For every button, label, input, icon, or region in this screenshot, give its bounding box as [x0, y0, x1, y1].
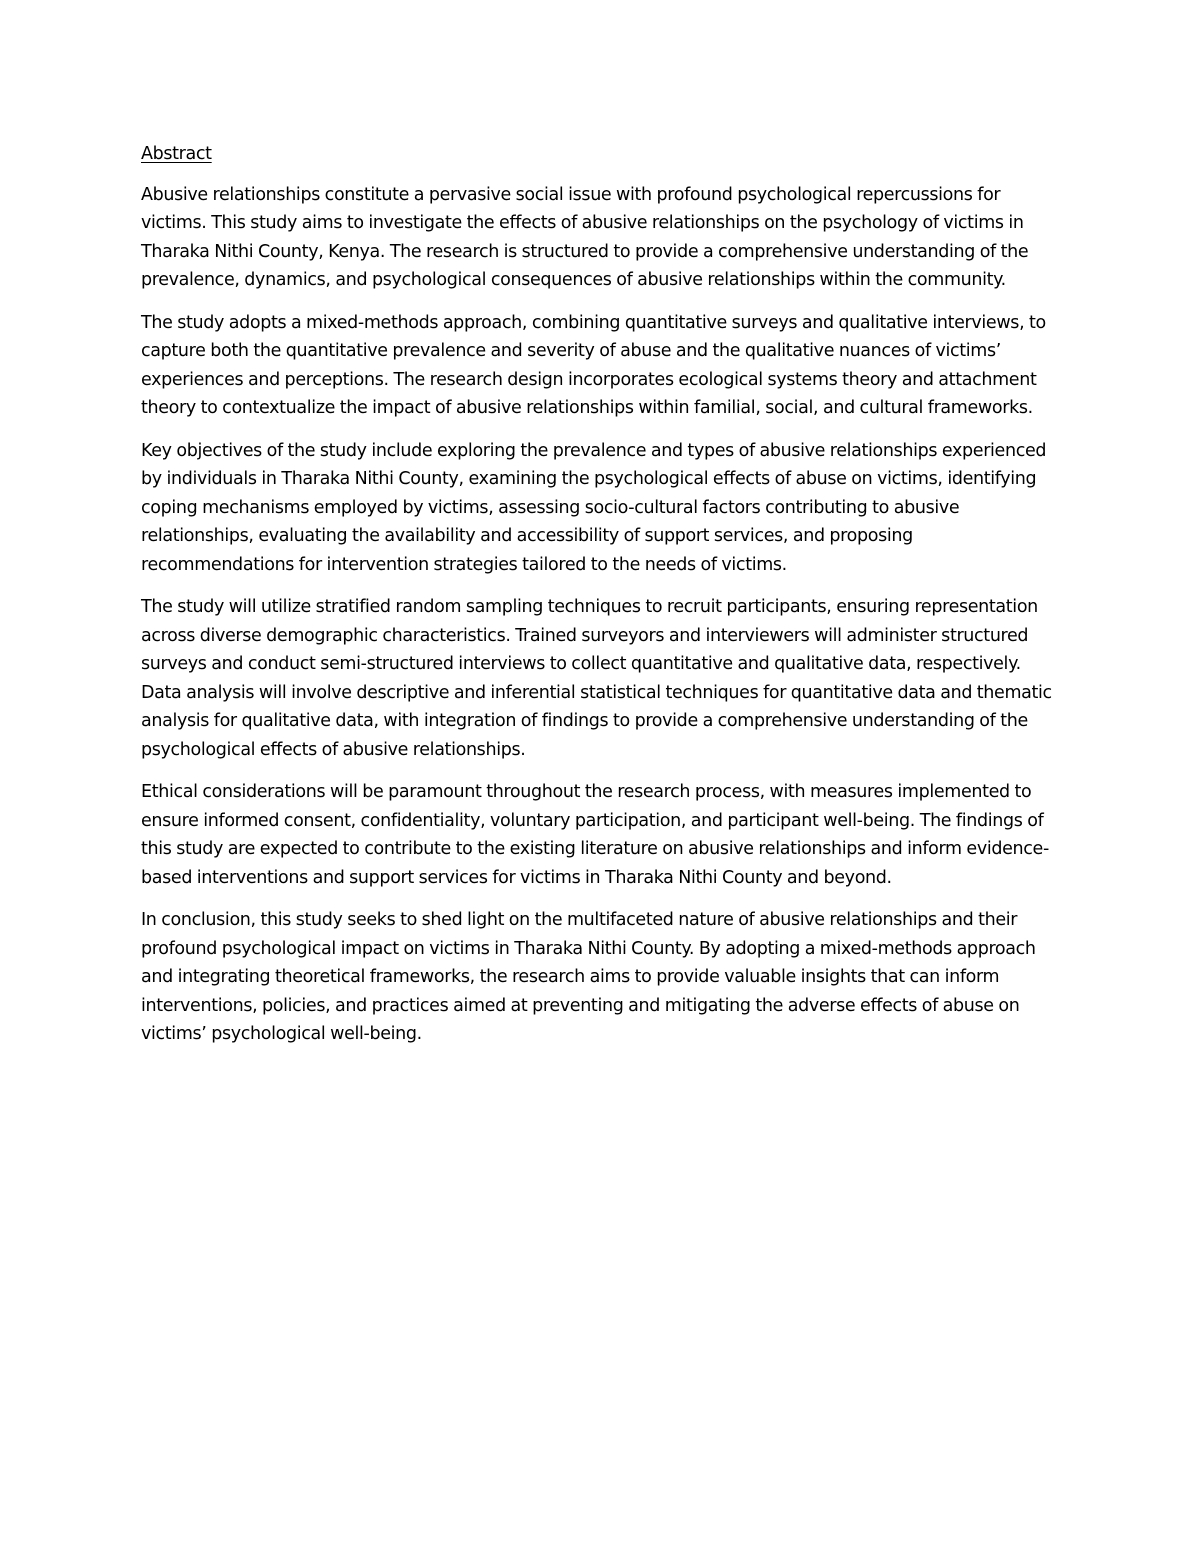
abstract-paragraph-1: Abusive relationships constitute a pervasive social issue with profound psychological repercussions for victims. This study aims to investigate the effects of abusive relationships on the psychology of victims in Tharaka Nithi County, Kenya. The research is structured to provide a comprehensive understanding of the prevalence, dynamics, and psychological consequences of abusive relationships within the community.: [141, 184, 1029, 290]
abstract-heading: Abstract: [141, 144, 212, 164]
abstract-paragraph-3: Key objectives of the study include exploring the prevalence and types of abusive relationships experienced by individuals in Tharaka Nithi County, examining the psychological effects of abuse on victims, identifying coping mechanisms employed by victims, assessing socio-cultural factors contributing to abusive relationships, evaluating the availability and accessibility of support services, and proposing recommendations for intervention strategies tailored to the needs of victims.: [141, 440, 1047, 575]
document-body: [141, 140, 1063, 1063]
abstract-paragraph-2: The study adopts a mixed-methods approach, combining quantitative surveys and qualitative interviews, to capture both the quantitative prevalence and severity of abuse and the qualitative nuances of victims’ experiences and perceptions. The research design incorporates ecological systems theory and attachment theory to contextualize the impact of abusive relationships within familial, social, and cultural frameworks.: [141, 312, 1046, 418]
abstract-paragraph-6: In conclusion, this study seeks to shed light on the multifaceted nature of abusive relationships and their profound psychological impact on victims in Tharaka Nithi County. By adopting a mixed-methods approach and integrating theoretical frameworks, the research aims to provide valuable insights that can inform interventions, policies, and practices aimed at preventing and mitigating the adverse effects of abuse on victims’ psychological well-being.: [141, 910, 1036, 1044]
abstract-paragraph-4: The study will utilize stratified random sampling techniques to recruit participants, ensuring representation across diverse demographic characteristics. Trained surveyors and interviewers will administer structured surveys and conduct semi-structured interviews to collect quantitative and qualitative data, respectively. Data analysis will involve descriptive and inferential statistical techniques for quantitative data and thematic analysis for qualitative data, with integration of findings to provide a comprehensive understanding of the psychological effects of abusive relationships.: [141, 597, 1052, 760]
abstract-paragraph-5: Ethical considerations will be paramount throughout the research process, with measures implemented to ensure informed consent, confidentiality, voluntary participation, and participant well-being. The findings of this study are expected to contribute to the existing literature on abusive relationships and inform evidence-based interventions and support services for victims in Tharaka Nithi County and beyond.: [141, 782, 1049, 888]
